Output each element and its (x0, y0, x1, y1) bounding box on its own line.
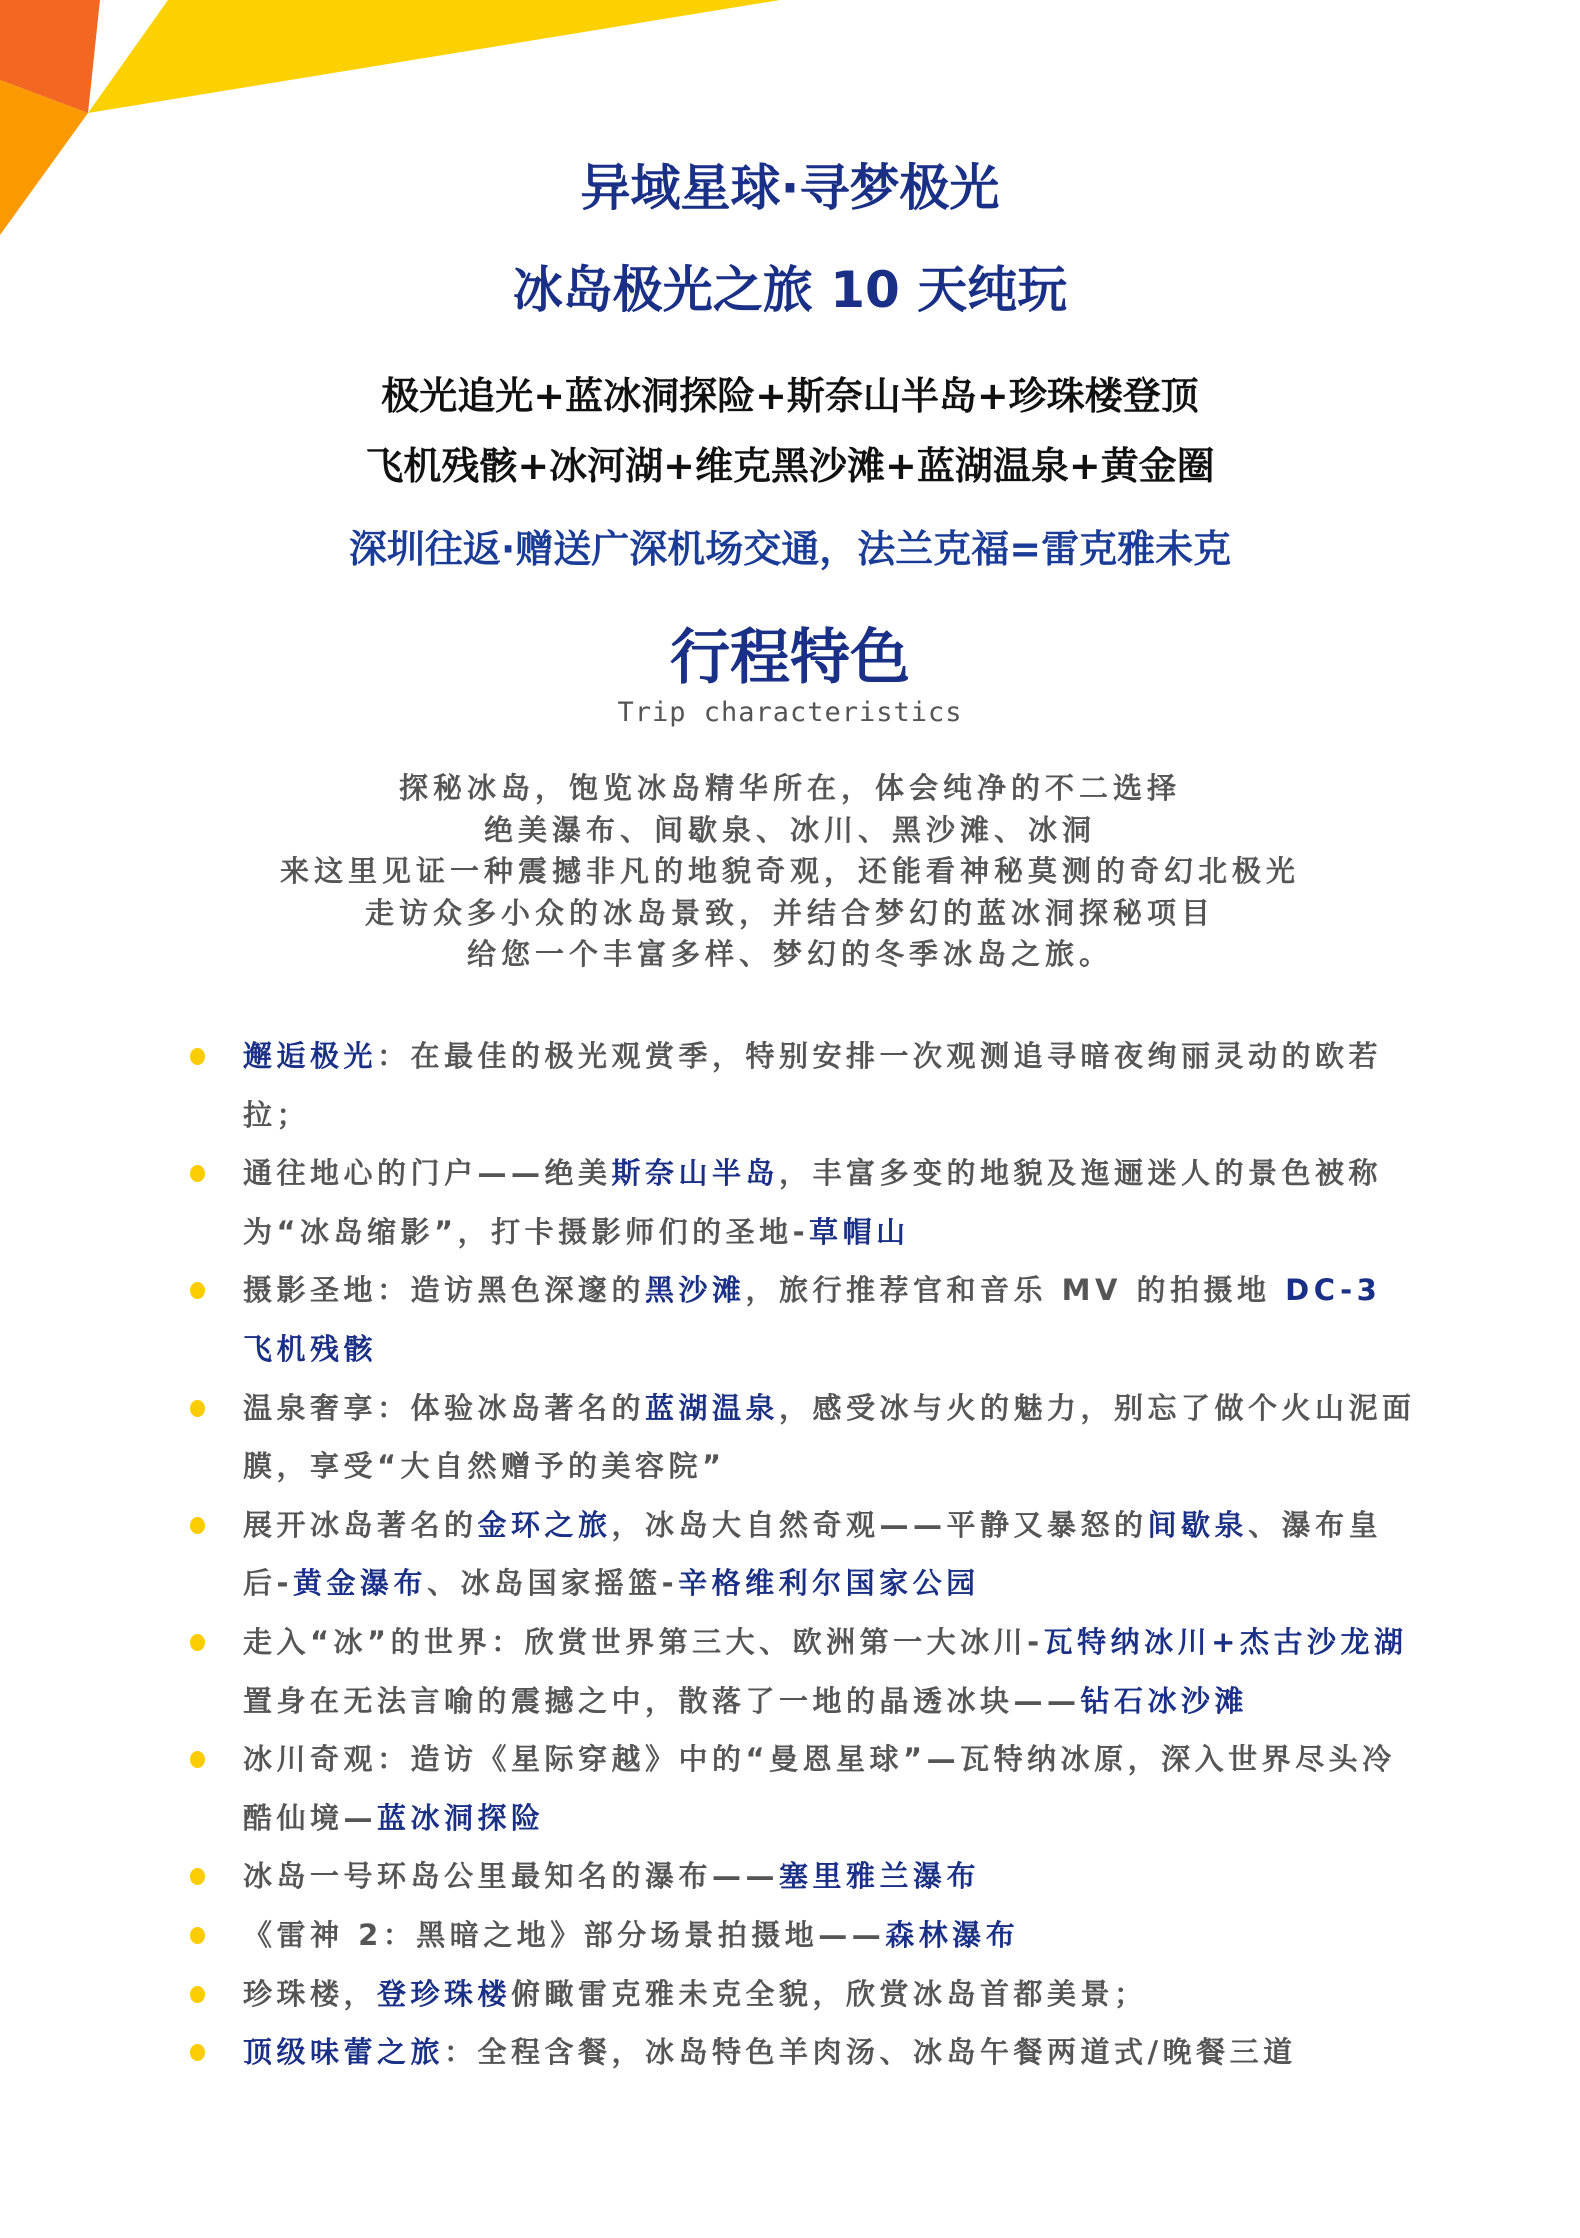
section-title: 行程特色 (670, 623, 910, 693)
highlight-text: 登珍珠楼 (377, 1976, 512, 2011)
feature-text: ，丰富多变的地貌及迤逦迷人的景色被称为“冰岛缩影”，打卡摄影师们的圣地- (243, 1156, 1383, 1249)
feature-text: 置身在无法言喻的震撼之中，散落了一地的晶透冰块—— (243, 1683, 1081, 1718)
highlights-line-1: 极光追光+蓝冰洞探险+斯奈山半岛+珍珠楼登顶 (381, 374, 1199, 418)
highlight-text: 邂逅极光 (243, 1039, 378, 1073)
title-main: 异域星球·寻梦极光 (580, 159, 1000, 217)
intro-paragraph (0, 768, 1580, 976)
bullet-dot-icon (190, 1400, 205, 1417)
highlight-text: 蓝湖温泉 (645, 1390, 780, 1425)
feature-text: ，冰岛大自然奇观——平静又暴怒的 (611, 1507, 1148, 1542)
feature-list (243, 1027, 1423, 2082)
feature-text: 冰川奇观：造访《星际穿越》中的“曼恩星球”—瓦特纳冰原，深入世界尽头冷酷仙境— (243, 1742, 1396, 1835)
bullet-dot-icon (190, 1986, 205, 2003)
feature-item (243, 2023, 1423, 2082)
feature-text: 《雷神 2：黑暗之地》部分场景拍摄地—— (243, 1917, 886, 1952)
highlight-text: DC-3 飞机残骸 (243, 1273, 1382, 1366)
intro-line: 探秘冰岛，饱览冰岛精华所在，体会纯净的不二选择 (398, 771, 1181, 805)
bullet-dot-icon (190, 2044, 205, 2061)
feature-item (243, 1379, 1423, 1496)
highlight-text: 斯奈山半岛 (611, 1156, 780, 1191)
feature-text: 摄影圣地：造访黑色深邃的 (243, 1273, 646, 1308)
highlight-text: 瓦特纳冰川+杰古沙龙湖 (1043, 1624, 1408, 1659)
feature-text: 温泉奢享：体验冰岛著名的 (243, 1390, 646, 1425)
highlight-text: 塞里雅兰瀑布 (779, 1859, 981, 1894)
highlight-text: 黄金瀑布 (293, 1566, 428, 1601)
route-info: 深圳往返·赠送广深机场交通，法兰克福=雷克雅未克 (348, 527, 1232, 571)
bullet-dot-icon (190, 1634, 205, 1651)
feature-text: 、瀑布皇后- (243, 1507, 1383, 1601)
highlight-text: 辛格维利尔国家公园 (678, 1566, 980, 1601)
feature-item (243, 1613, 1423, 1730)
intro-line: 来这里见证一种震撼非凡的地貌奇观，还能看神秘莫测的奇幻北极光 (279, 854, 1300, 888)
feature-text: 、冰岛国家摇篮- (427, 1566, 679, 1601)
highlight-text: 草帽山 (809, 1214, 910, 1249)
bullet-dot-icon (190, 1751, 205, 1768)
bullet-dot-icon (190, 1517, 205, 1534)
feature-item (243, 1027, 1423, 1144)
feature-item (243, 1261, 1423, 1378)
feature-item (243, 1847, 1423, 1906)
feature-text: 走入“冰”的世界：欣赏世界第三大、欧洲第一大冰川- (243, 1624, 1044, 1659)
feature-item (243, 1965, 1423, 2024)
highlights-line-2: 飞机残骸+冰河湖+维克黑沙滩+蓝湖温泉+黄金圈 (365, 444, 1215, 488)
highlight-text: 顶级味蕾之旅 (243, 2035, 445, 2070)
intro-line: 给您一个丰富多样、梦幻的冬季冰岛之旅。 (466, 937, 1113, 971)
highlight-text: 钻石冰沙滩 (1080, 1683, 1249, 1718)
feature-text: ：全程含餐，冰岛特色羊肉汤、冰岛午餐两道式/晚餐三道 (444, 2035, 1297, 2070)
feature-text: ，感受冰与火的魅力，别忘了做个火山泥面膜，享受“大自然赠予的美容院” (243, 1390, 1416, 1484)
feature-item (243, 1144, 1423, 1261)
feature-text: ，旅行推荐官和音乐 MV 的拍摄地 (745, 1273, 1286, 1308)
bullet-dot-icon (190, 1868, 205, 1885)
highlight-text: 森林瀑布 (885, 1917, 1020, 1952)
feature-text: ：在最佳的极光观赏季，特别安排一次观测追寻暗夜绚丽灵动的欧若拉； (243, 1039, 1383, 1132)
highlight-text: 蓝冰洞探险 (377, 1800, 545, 1835)
feature-item (243, 1496, 1423, 1613)
feature-text: 通往地心的门户——绝美 (243, 1156, 612, 1191)
bullet-dot-icon (190, 1282, 205, 1299)
intro-line: 绝美瀑布、间歇泉、冰川、黑沙滩、冰洞 (483, 812, 1096, 847)
bullet-dot-icon (190, 1048, 205, 1065)
feature-text: 俯瞰雷克雅未克全貌，欣赏冰岛首都美景； (511, 1976, 1148, 2011)
bullet-dot-icon (190, 1165, 205, 1182)
title-trip: 冰岛极光之旅 10 天纯玩 (512, 261, 1068, 319)
corner-decoration (0, 0, 1580, 260)
section-subtitle: Trip characteristics (617, 697, 963, 728)
highlight-text: 金环之旅 (477, 1507, 612, 1542)
intro-line: 走访众多小众的冰岛景致，并结合梦幻的蓝冰洞探秘项目 (364, 895, 1215, 930)
feature-text: 展开冰岛著名的 (243, 1507, 478, 1542)
deco-shape-yellow (88, 0, 780, 113)
highlight-text: 黑沙滩 (645, 1273, 746, 1308)
highlight-text: 间歇泉 (1147, 1507, 1249, 1542)
feature-text: 珍珠楼， (243, 1976, 378, 2011)
feature-item (243, 1906, 1423, 1965)
bullet-dot-icon (190, 1927, 205, 1944)
feature-item (243, 1730, 1423, 1847)
feature-text: 冰岛一号环岛公里最知名的瀑布—— (243, 1859, 780, 1894)
